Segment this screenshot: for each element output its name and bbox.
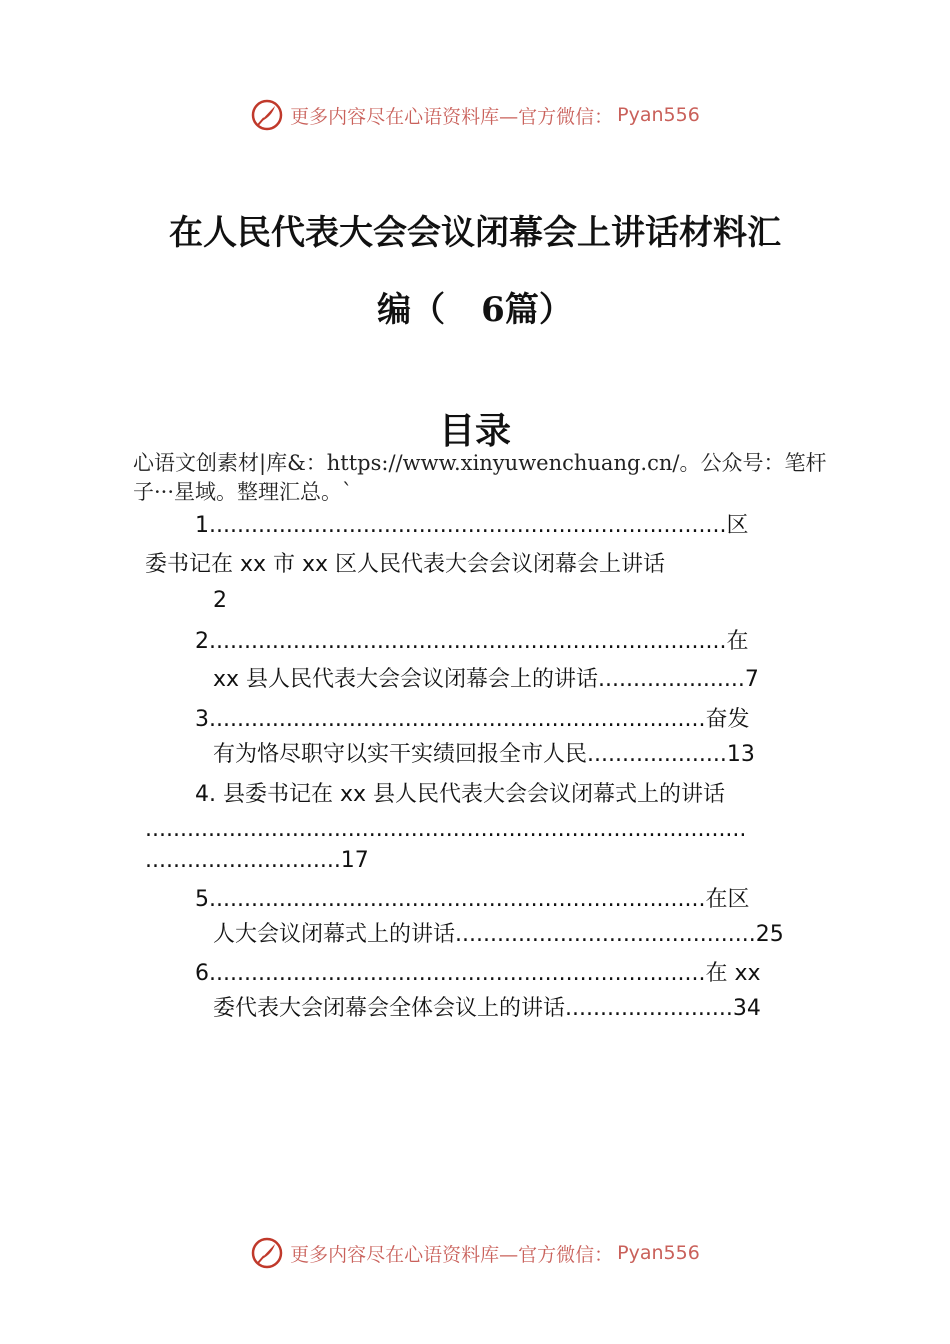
footer-watermark — [0, 1233, 950, 1273]
toc-line-12: 人大会议闭幕式上的讲话...........................................25 — [213, 922, 784, 947]
watermark-wechat: Pyan556 — [617, 1242, 700, 1264]
toc-line-1: 1..........................................................................区 — [195, 513, 749, 538]
watermark-text: 更多内容尽在心语资料库—官方微信： — [290, 105, 614, 128]
toc-line-6: 3.......................................................................奋发 — [195, 707, 750, 732]
toc-line-13: 6.......................................................................在 xx — [195, 961, 761, 986]
toc-line-3: 2 — [213, 588, 227, 613]
toc-line-14: 委代表大会闭幕会全体会议上的讲话........................34 — [213, 996, 761, 1021]
toc-line-11: 5.......................................................................在区 — [195, 887, 750, 912]
toc-heading: 目录 — [438, 410, 511, 452]
title-line-2-part-a: 编（ — [377, 290, 446, 330]
document-title-line-1: 在人民代表大会会议闭幕会上讲话材料汇 — [169, 213, 781, 253]
document-title-line-2 — [0, 282, 950, 331]
quill-logo-icon — [250, 1236, 284, 1270]
source-note: 心语文创素材|库&：https://www.xinyuwenchuang.cn/。公众号：笔杆子···星域。整理汇总。` — [133, 451, 827, 504]
toc-line-10: ............................17 — [145, 848, 369, 873]
header-watermark — [0, 95, 950, 135]
watermark-wechat: Pyan556 — [617, 104, 700, 126]
toc-line-7: 有为恪尽职守以实干实绩回报全市人民....................13 — [213, 742, 755, 767]
watermark-text: 更多内容尽在心语资料库—官方微信： — [290, 1243, 614, 1266]
toc-line-5: xx 县人民代表大会会议闭幕会上的讲话.....................7 — [213, 667, 759, 692]
title-line-2-part-b: 6篇） — [481, 290, 573, 330]
toc-line-8: 4. 县委书记在 xx 县人民代表大会会议闭幕式上的讲话 — [195, 782, 726, 807]
toc-line-4: 2..........................................................................在 — [195, 629, 749, 654]
quill-logo-icon — [250, 98, 284, 132]
toc-line-9: ...................................................................................... — [145, 817, 747, 842]
toc-line-2: 委书记在 xx 市 xx 区人民代表大会会议闭幕会上讲话 — [145, 552, 666, 577]
